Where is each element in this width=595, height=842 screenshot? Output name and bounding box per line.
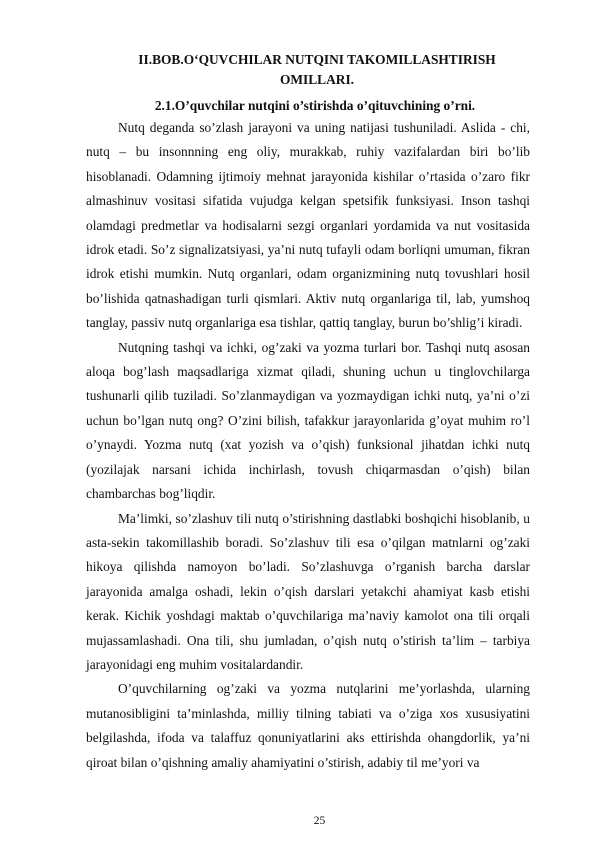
body-paragraph-2: Nutqning tashqi va ichki, og’zaki va yozma turlari bor. Tashqi nutq asosan aloqa bog’lash maqsadlariga xizmat qiladi, shuning uchun u tinglovchilarga tushunarli qilib tuziladi. So’zlanmaydigan va yozmaydigan ichki nutq, ya’ni o’zi uchun bo’lgan nutq ong? O’zini bilish, tafakkur jarayonlarida g’oyat muhim ro’l o’ynaydi. Yozma nutq (xat yozish va o’qish) funksional jihatdan ichki nutq (yozilajak narsani ichida inchirlash, tovush chiqarmasdan o’qish) bilan chambarchas bog’liqdir. — [86, 339, 530, 502]
chapter-title-line1: II.BOB.O‘QUVCHILAR NUTQINI TAKOMILLASHTIRISH — [138, 52, 496, 67]
body-paragraph-1: Nutq deganda so’zlash jarayoni va uning natijasi tushuniladi. Aslida - chi, nutq – bu insonnning eng oliy, murakkab, ruhiy vazifalardan biri bo’lib hisoblanadi. Odamning ijtimoiy mehnat jarayonida kishilar o’rtasida o’zaro fikr almashinuv vositasi sifatida vujudga kelgan spetsifik funksiyasi. Inson tashqi olamdagi predmetlar va hodisalarni sezgi organlari yordamida va nut vositasida idrok etadi. So’z signalizatsiyasi, ya’ni nutq tufayli odam borliqni umuman, fikran idrok etishi mumkin. Nutq organlari, odam organizmining nutq tovushlari hosil bo’lishida qatnashadigan turli qismlari. Aktiv nutq organlariga til, lab, yumshoq tanglay, passiv nutq organlariga esa tishlar, qattiq tanglay, burun bo’shlig’i kiradi. — [86, 120, 530, 331]
page-number: 25 — [313, 815, 326, 827]
document-page — [86, 50, 530, 775]
chapter-title — [86, 50, 530, 90]
body-paragraph-4: O’quvchilarning og’zaki va yozma nutqlarini me’yorlashda, ularning mutanosibligini ta’minlashda, milliy tilning tabiati va o’ziga xos xususiyatini belgilashda, ifoda va talaffuz qonuniyatlarini aks ettirishda ohangdorlik, ya’ni qiroat bilan o’qishning amaliy ahamiyatini o’stirish, adabiy til me’yori va — [86, 681, 530, 770]
section-title: 2.1.O’quvchilar nutqini o’stirishda o’qituvchining o’rni. — [154, 98, 476, 113]
chapter-title-line2: OMILLARI. — [279, 72, 355, 87]
body-paragraph-3: Ma’limki, so’zlashuv tili nutq o’stirishning dastlabki boshqichi hisoblanib, u asta-sekin takomillashib boradi. So’zlashuv tili esa o’qilgan matnlarni og’zaki hikoya qilishda namoyon bo’ladi. So’zlashuvga o’rganish barcha darslar jarayonida amalga oshadi, lekin o’qish darslari yetakchi ahamiyat kasb etishi kerak. Kichik yoshdagi maktab o’quvchilariga ma’naviy kamolot ona tili orqali mujassamlashadi. Ona tili, shu jumladan, o’qish nutq o’stirish ta’lim – tarbiya jarayonidagi eng muhim vositalardandir. — [86, 510, 530, 672]
